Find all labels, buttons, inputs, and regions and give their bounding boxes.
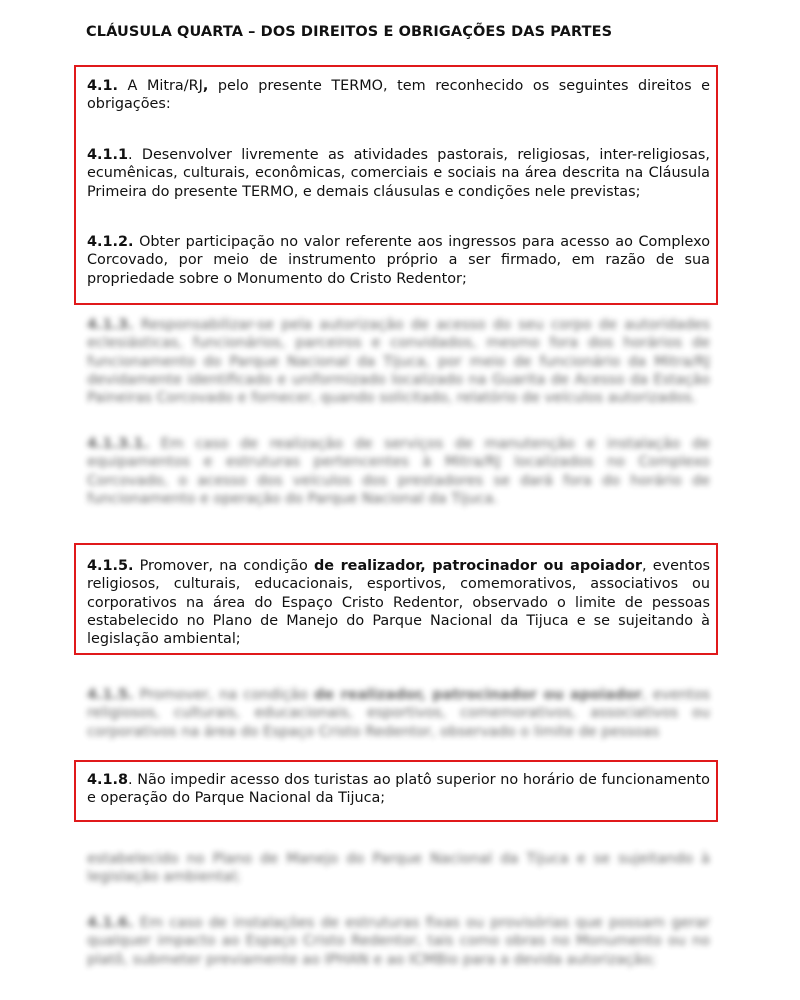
emphasis-text: de realizador, patrocinador ou apoiador <box>313 558 642 574</box>
paragraph-4-1-8: 4.1.8. Não impedir acesso dos turistas ao platô superior no horário de funcionamento e operação do Parque Nacional da Tijuca; <box>87 772 710 807</box>
paragraph-number: 4.1.1 <box>87 147 128 163</box>
paragraph-4-1-3-redacted: 4.1.3. Responsabilizar-se pela autorização de acesso do seu corpo de autoridades eclesiásticas, funcionários, parceiros e convidados, mesmo fora dos horários de funcionamento do Parque Nacional da Tijuca, por meio de funcionário da Mitra/RJ devidamente identificado e uniformizado localizado na Guarita de Acesso da Estação Paineiras Corcovado e fornecer, quando solicitado, relatório de veículos autorizados. <box>87 317 710 407</box>
paragraph-number: 4.1.5. <box>87 558 134 574</box>
paragraph-tail-redacted: estabelecido no Plano de Manejo do Parque Nacional da Tijuca e se sujeitando à legislação ambiental; <box>87 851 710 886</box>
paragraph-4-1-5-redacted: 4.1.5. Promover, na condição de realizador, patrocinador ou apoiador, eventos religiosos, culturais, educacionais, esportivos, comemorativos, associativos ou corporativos na área do Espaço Cristo Redentor, observado o limite de pessoas <box>87 687 710 740</box>
paragraph-number: 4.1.8 <box>87 772 128 788</box>
paragraph-4-1-3-1-redacted: 4.1.3.1. Em caso de realização de serviços de manutenção e instalação de equipamentos e estruturas pertencentes à Mitra/RJ localizados no Complexo Corcovado, o acesso dos veículos dos prestadores se dará fora do horário de funcionamento e operação do Parque Nacional da Tijuca. <box>87 436 710 507</box>
paragraph-number: 4.1.2. <box>87 234 134 250</box>
paragraph-number: 4.1. <box>87 78 118 94</box>
paragraph-4-1: 4.1. A Mitra/RJ, pelo presente TERMO, tem reconhecido os seguintes direitos e obrigações: <box>87 78 710 113</box>
paragraph-4-1-6-redacted: 4.1.6. Em caso de instalações de estruturas fixas ou provisórias que possam gerar qualquer impacto ao Espaço Cristo Redentor, tais como obras no Monumento ou no platô, submeter previamente ao IPHAN e ao ICMBio para a devida autorização; <box>87 915 710 968</box>
paragraph-4-1-2: 4.1.2. Obter participação no valor referente aos ingressos para acesso ao Complexo Corcovado, por meio de instrumento próprio a ser firmado, em razão de sua propriedade sobre o Monumento do Cristo Redentor; <box>87 234 710 287</box>
paragraph-4-1-1: 4.1.1. Desenvolver livremente as atividades pastorais, religiosas, inter-religiosas, ecumênicas, culturais, econômicas, comerciais e sociais na área descrita na Cláusula Primeira do presente TERMO, e demais cláusulas e condições nele previstas; <box>87 147 710 200</box>
clause-title: CLÁUSULA QUARTA – DOS DIREITOS E OBRIGAÇÕES DAS PARTES <box>86 24 613 40</box>
paragraph-4-1-5: 4.1.5. Promover, na condição de realizador, patrocinador ou apoiador, eventos religiosos, culturais, educacionais, esportivos, comemorativos, associativos ou corporativos na área do Espaço Cristo Redentor, observado o limite de pessoas estabelecido no Plano de Manejo do Parque Nacional da Tijuca e se sujeitando à legislação ambiental; <box>87 558 710 648</box>
